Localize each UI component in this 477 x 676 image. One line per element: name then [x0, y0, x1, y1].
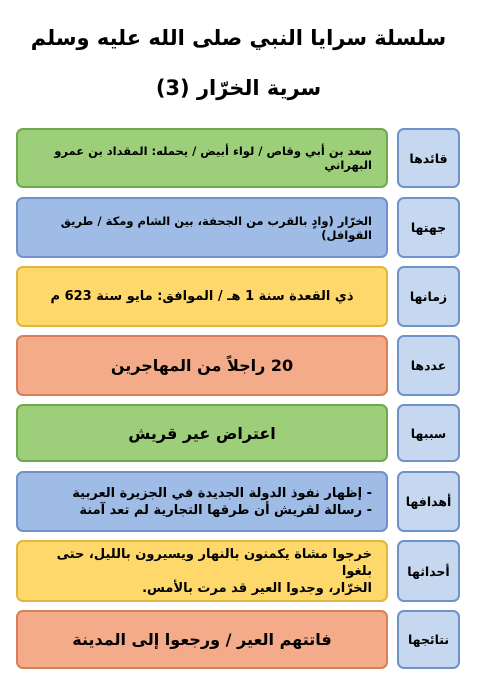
- events-label: أحداثها: [397, 540, 460, 602]
- results-content: فاتتهم العير / ورجعوا إلى المدينة: [16, 610, 388, 669]
- direction-content: الخرّار (وادٍ بالقرب من الجحفة، بين الشام ومكة / طريق القوافل): [16, 197, 388, 258]
- leader-label: قائدها: [397, 128, 460, 188]
- results-label: نتائجها: [397, 610, 460, 669]
- count-content: 20 راجلاً من المهاجرين: [16, 335, 388, 396]
- events-content: [16, 540, 388, 602]
- events-line-1: خرجوا مشاة يكمنون بالنهار ويسيرون بالليل، حتى بلغوا: [56, 546, 372, 579]
- goals-line-1: - إظهار نفوذ الدولة الجديدة في الجزيرة العربية: [72, 485, 372, 501]
- goals-line-2: - رسالة لقريش أن طرقها التجارية لم تعد آمنة: [79, 502, 372, 518]
- page-subtitle: سرية الخرّار (3): [155, 76, 322, 100]
- count-label: عددها: [397, 335, 460, 396]
- direction-label: جهتها: [397, 197, 460, 258]
- page-title: سلسلة سرايا النبي صلى الله عليه وسلم: [30, 26, 447, 50]
- goals-label: أهدافها: [397, 471, 460, 532]
- goals-content: [16, 471, 388, 532]
- leader-content: سعد بن أبي وقاص / لواء أبيض / يحمله: المقداد بن عمرو البهراني: [16, 128, 388, 188]
- time-content: ذي القعدة سنة 1 هـ / الموافق: مايو سنة 623 م: [16, 266, 388, 327]
- reason-label: سببها: [397, 404, 460, 462]
- time-label: زمانها: [397, 266, 460, 327]
- events-line-2: الخرّار، وجدوا العير قد مرت بالأمس.: [142, 580, 372, 596]
- reason-content: اعتراض عير قريش: [16, 404, 388, 462]
